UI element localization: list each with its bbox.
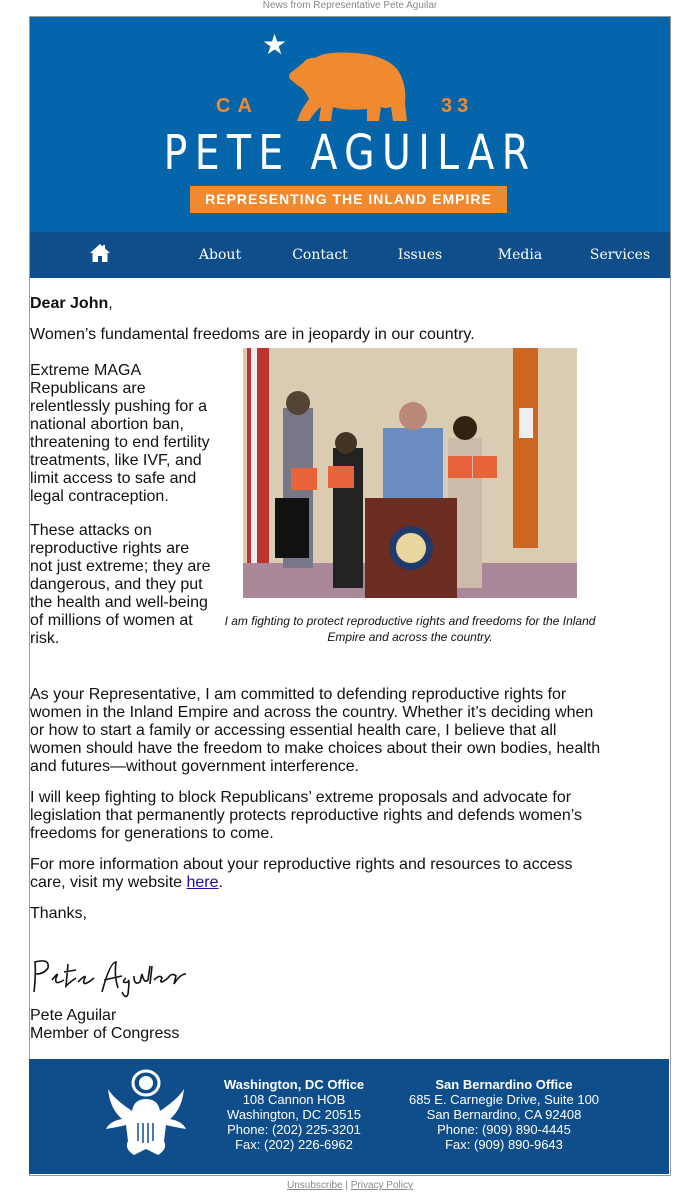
website-link[interactable]: here (186, 874, 219, 891)
logo-tagline: REPRESENTING THE INLAND EMPIRE (190, 186, 507, 213)
dc-address: 108 Cannon HOB (242, 1092, 346, 1107)
sb-office-title: San Bernardino Office (435, 1077, 573, 1092)
lower-body (30, 686, 610, 1043)
nav-about[interactable]: About (198, 247, 242, 263)
dc-city: Washington, DC 20515 (227, 1107, 361, 1122)
bear-logo (285, 49, 415, 124)
logo-district: 33 (441, 95, 474, 117)
privacy-policy-link[interactable]: Privacy Policy (350, 1180, 413, 1191)
paragraph-2: These attacks on reproductive rights are not just extreme; they are dangerous, and they put the health and well-being of millions of women at risk. (30, 522, 211, 647)
dc-office-title: Washington, DC Office (223, 1077, 365, 1092)
home-icon (89, 243, 111, 263)
nav-home[interactable] (30, 243, 170, 267)
intro: Women’s fundamental freedoms are in jeopardy in our country. (30, 326, 475, 343)
press-conference-photo (243, 348, 577, 598)
greeting-comma: , (108, 295, 113, 312)
sb-fax: Fax: (909) 890-9643 (445, 1137, 563, 1152)
p5-end: . (218, 874, 223, 891)
signature (30, 956, 200, 998)
unsubscribe-link[interactable]: Unsubscribe (287, 1180, 343, 1191)
nav-bar (30, 232, 670, 278)
signer-name: Pete Aguilar (30, 1007, 117, 1024)
paragraph-5 (30, 856, 610, 892)
sb-city: San Bernardino, CA 92408 (426, 1107, 582, 1122)
sb-address: 685 E. Carnegie Drive, Suite 100 (408, 1092, 600, 1107)
nav-issues[interactable]: Issues (397, 247, 443, 263)
link-separator: | (342, 1180, 351, 1191)
greeting-name: Dear John (30, 295, 109, 312)
p5-text: For more information about your reproductive rights and resources to access care, visit my website (30, 856, 573, 891)
star-icon: ★ (262, 29, 288, 60)
sb-phone: Phone: (909) 890-4445 (437, 1122, 571, 1137)
nav-media[interactable]: Media (497, 247, 543, 263)
photo-caption: I am fighting to protect reproductive rights and freedoms for the Inland Empire and across the country. (224, 614, 596, 644)
logo-name: PETE AGUILAR (163, 125, 537, 181)
thanks: Thanks, (30, 905, 87, 922)
preheader: News from Representative Pete Aguilar (262, 0, 438, 11)
greeting (30, 295, 610, 313)
dc-fax: Fax: (202) 226-6962 (235, 1137, 353, 1152)
paragraph-3: As your Representative, I am committed to defending reproductive rights for women in the Inland Empire and across the country. Whether it’s deciding when or how to start a family or accessing essential health care, I believe that all women should have the freedom to make choices about their own bodies, health and futures—without government interference. (30, 686, 601, 775)
paragraph-1: Extreme MAGA Republicans are relentlessly pushing for a national abortion ban, threatening to end fertility treatments, like IVF, and limit access to safe and legal contraception. (30, 362, 210, 505)
paragraph-4: I will keep fighting to block Republicans’ extreme proposals and advocate for legislation that permanently protects reproductive rights and defends women’s freedoms for generations to come. (30, 789, 583, 842)
nav-services[interactable]: Services (589, 247, 651, 263)
nav-contact[interactable]: Contact (292, 247, 348, 263)
side-text (30, 362, 215, 661)
header-banner (30, 17, 670, 232)
dc-phone: Phone: (202) 225-3201 (227, 1122, 361, 1137)
logo-state: CA (216, 95, 259, 117)
email-body (30, 278, 610, 1042)
footer-links (0, 1180, 700, 1191)
signer-title: Member of Congress (30, 1025, 180, 1042)
